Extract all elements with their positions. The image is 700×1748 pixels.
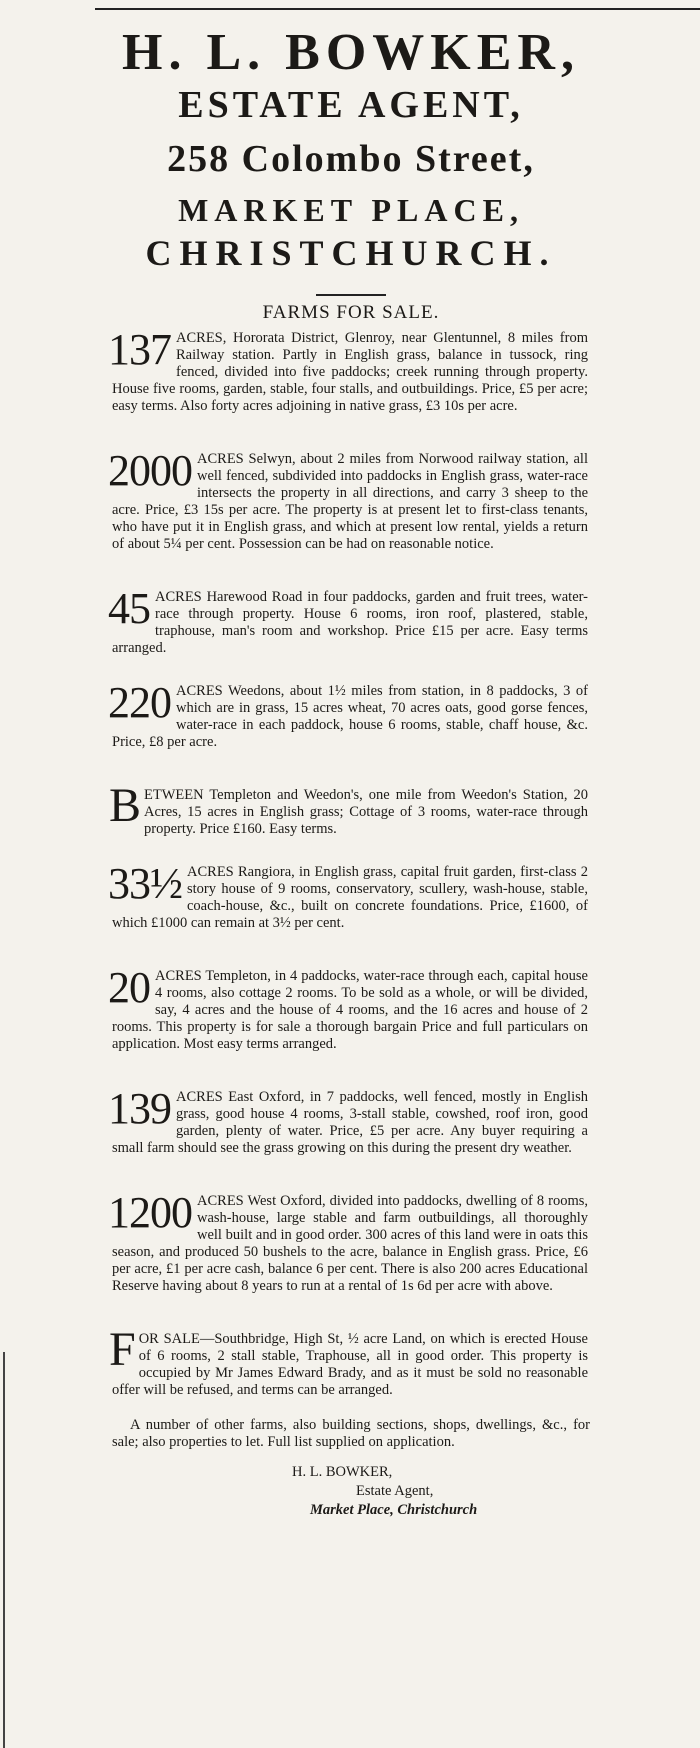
- divider: [316, 294, 386, 296]
- listing-text: ACRES Weedons, about 1½ miles from station, in 8 paddocks, 3 of which are in grass, 15 acres wheat, 70 acres oats, good gorse fences, water-race in each paddock, house 6 rooms, stable, chaff house, &c. Price, £8 per acre.: [112, 683, 588, 750]
- agent-name: H. L. BOWKER,: [122, 24, 580, 81]
- listing: [108, 1188, 590, 1295]
- top-rule: [95, 8, 700, 10]
- listing-text: ACRES Templeton, in 4 paddocks, water-race through each, capital house 4 rooms, also cottage 2 rooms. To be sold as a whole, or will be divided, say, 4 acres and the house of 4 rooms, and the 16 acres and house of 2 rooms. This property is for sale a thorough bargain Price and full particulars on application. Most easy terms arranged.: [112, 968, 588, 1052]
- listing-lead: F: [109, 1323, 136, 1376]
- spacer: [112, 751, 590, 787]
- listing-lead: B: [109, 779, 142, 832]
- column-rule: [3, 1352, 5, 1748]
- listing: [108, 584, 590, 657]
- listing-text: ACRES Rangiora, in English grass, capital fruit garden, first-class 2 story house of 9 rooms, conservatory, scullery, wash-house, stable, coach-house, &c., built on concrete foundations. Price, £1600, of which £1000 can remain at 3½ per cent.: [112, 864, 588, 931]
- spacer: [112, 1295, 590, 1331]
- listing-lead: 2000: [108, 446, 192, 495]
- masthead: [112, 24, 590, 274]
- listing-text: ACRES Selwyn, about 2 miles from Norwood railway station, all well fenced, subdivided into paddocks in English grass, water-race intersects the property in all directions, and carry 3 sheep to the acre. Price, £3 15s per acre. The property is at present let to first-class tenants, who have put it in English grass, and which at present low rental, yields a return of about 5¼ per cent. Possession can be had on reasonable notice.: [112, 451, 588, 552]
- listing-lead: 20: [108, 963, 150, 1012]
- listing-text: ACRES Harewood Road in four paddocks, garden and fruit trees, water-race through property. House 6 rooms, iron roof, plastered, stable, traphouse, man's room and workshop. Price £15 per acre. Easy terms arranged.: [112, 589, 588, 656]
- listing: [108, 1084, 590, 1157]
- street-address: 258 Colombo Street,: [167, 138, 535, 180]
- listing: [108, 859, 590, 932]
- listing-lead: 137: [108, 325, 171, 374]
- spacer: [112, 932, 590, 968]
- listing: [109, 1323, 590, 1399]
- listing-lead: 139: [108, 1084, 171, 1133]
- city: CHRISTCHURCH.: [145, 233, 557, 273]
- signature-name: H. L. BOWKER,: [292, 1464, 393, 1480]
- market-place: MARKET PLACE,: [178, 192, 524, 228]
- spacer: [112, 1053, 590, 1089]
- section-title: FARMS FOR SALE.: [262, 302, 440, 323]
- advertisement: [108, 14, 590, 1520]
- agent-title: ESTATE AGENT,: [178, 84, 524, 126]
- listing: [108, 325, 590, 415]
- listing-lead: 1200: [108, 1188, 192, 1237]
- listing: [108, 963, 590, 1053]
- listing: [108, 678, 590, 751]
- signature-title: Estate Agent,: [356, 1483, 434, 1499]
- listing: [109, 779, 590, 838]
- listing-lead: 220: [108, 678, 171, 727]
- signature-address: Market Place, Christchurch: [310, 1502, 478, 1518]
- signature: [112, 1463, 590, 1520]
- listing-text: OR SALE—Southbridge, High St, ½ acre Land, on which is erected House of 6 rooms, 2 stall stable, Traphouse, all in good order. This property is occupied by Mr James Edward Brady, and as it must be sold no reasonable offer will be refused, and terms can be arranged.: [112, 1331, 588, 1398]
- spacer: [112, 553, 590, 589]
- listing-text: ETWEEN Templeton and Weedon's, one mile from Weedon's Station, 20 Acres, 15 acres in English grass; Cottage of 3 rooms, water-race through property. Price £160. Easy terms.: [144, 787, 588, 837]
- listing-text: ACRES West Oxford, divided into paddocks, dwelling of 8 rooms, wash-house, large stable and farm outbuildings, all thoroughly well built and in good order. 300 acres of this land were in oats this season, and produced 50 bushels to the acre, balance in English grass. Price, £6 per acre, £1 per acre cash, balance 6 per cent. There is also 200 acres Educational Reserve having about 8 years to run at a rental of 1s 6d per acre with above.: [112, 1193, 588, 1294]
- listing: [108, 446, 590, 553]
- listing-lead: 33½: [108, 859, 182, 908]
- listing-text: ACRES, Hororata District, Glenroy, near Glentunnel, 8 miles from Railway station. Partly in English grass, balance in tussock, ring fenced, divided into five paddocks; creek running through property. House five rooms, garden, stable, four stalls, and outbuildings. Price, £5 per acre; easy terms. Also forty acres adjoining in native grass, £3 10s per acre.: [112, 330, 588, 414]
- spacer: [112, 838, 590, 864]
- listing-lead: 45: [108, 584, 150, 633]
- closing-note: A number of other farms, also building sections, shops, dwellings, &c., for sale; also properties to let. Full list supplied on application.: [112, 1417, 590, 1450]
- listing-text: ACRES East Oxford, in 7 paddocks, well fenced, mostly in English grass, good house 4 rooms, 3-stall stable, cowshed, roof iron, good garden, plenty of water. Price, £5 per acre. Any buyer requiring a small farm should see the grass growing on this during the present dry weather.: [112, 1089, 588, 1156]
- spacer: [112, 657, 590, 683]
